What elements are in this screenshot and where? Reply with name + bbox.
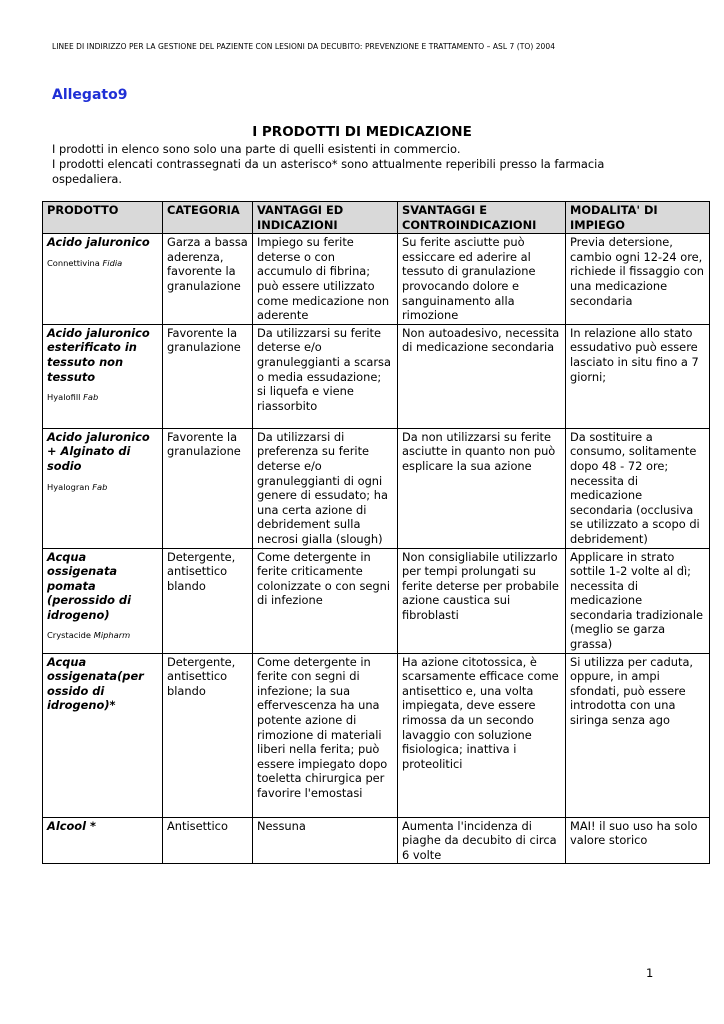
manufacturer-name: Mipharm (93, 630, 131, 641)
product-name: Acqua ossigenata(per ossido di idrogeno)* (47, 654, 144, 713)
table-row (43, 817, 710, 864)
disadvantages-cell: Non consigliabile utilizzarlo per tempi prolungati su ferite deterse per probabile azione caustica sui fibroblasti (398, 548, 566, 653)
product-brand (47, 392, 158, 403)
product-brand (47, 258, 158, 269)
intro-paragraph-1: I prodotti in elenco sono solo una parte di quelli esistenti in commercio. (52, 142, 461, 156)
category-cell: Antisettico (163, 817, 253, 864)
running-header: LINEE DI INDIRIZZO PER LA GESTIONE DEL PAZIENTE CON LESIONI DA DECUBITO: PREVENZIONE E TRATTAMENTO – ASL 7 (TO) 2004 (52, 42, 556, 51)
header-advantages: VANTAGGI ED INDICAZIONI (253, 202, 398, 234)
manufacturer-name: Fab (92, 481, 108, 492)
intro-text (52, 142, 672, 187)
advantages-cell: Impiego su ferite deterse o con accumulo di fibrina; può essere utilizzato come medicazione non aderente (253, 234, 398, 325)
disadvantages-cell: Ha azione citotossica, è scarsamente efficace come antisettico e, una volta impiegata, deve essere rimossa da un secondo lavaggio con soluzione fisiologica; inattiva i proteolitici (398, 653, 566, 817)
product-brand (47, 630, 158, 641)
table-row (43, 548, 710, 653)
product-brand (47, 482, 158, 493)
table-row (43, 653, 710, 817)
advantages-cell: Come detergente in ferite con segni di infezione; la sua effervescenza ha una potente azione di rimozione di materiali liberi nella ferita; può essere impiegato dopo toeletta chirurgica per favorire l'emostasi (253, 653, 398, 817)
product-cell (43, 324, 163, 428)
disadvantages-cell: Non autoadesivo, necessita di medicazione secondaria (398, 324, 566, 428)
table-row (43, 428, 710, 548)
brand-name: Connettivina (47, 257, 100, 268)
category-cell: Detergente, antisettico blando (163, 548, 253, 653)
advantages-cell: Nessuna (253, 817, 398, 864)
disadvantages-cell: Da non utilizzarsi su ferite asciutte in quanto non può esplicare la sua azione (398, 428, 566, 548)
product-cell (43, 548, 163, 653)
intro-paragraph-2: I prodotti elencati contrassegnati da un asterisco* sono attualmente reperibili presso la farmacia ospedaliera. (52, 157, 605, 186)
product-name: Acqua ossigenata pomata (perossido di idrogeno) (47, 549, 131, 622)
usage-cell: Da sostituire a consumo, solitamente dopo 48 - 72 ore; necessita di medicazione secondaria (occlusiva se utilizzato a scopo di debridement) (566, 428, 710, 548)
category-cell: Garza a bassa aderenza, favorente la granulazione (163, 234, 253, 325)
brand-name: Crystacide (47, 630, 92, 641)
header-product: PRODOTTO (43, 202, 163, 234)
advantages-cell: Da utilizzarsi su ferite deterse e/o granuleggianti a scarsa o media essudazione; si liquefa e viene riassorbito (253, 324, 398, 428)
document-title (0, 124, 724, 140)
table-header-row (43, 202, 710, 234)
product-cell (43, 234, 163, 325)
advantages-cell: Da utilizzarsi di preferenza su ferite deterse e/o granuleggianti di ogni genere di essudato; ha una certa azione di debridement sulla necrosi gialla (slough) (253, 428, 398, 548)
product-name: Acido jaluronico (47, 235, 150, 250)
product-name: Acido jaluronico esterificato in tessuto non tessuto (47, 325, 150, 384)
category-cell: Detergente, antisettico blando (163, 653, 253, 817)
page-number: 1 (646, 966, 654, 980)
manufacturer-name: Fab (83, 392, 99, 403)
product-name: Acido jaluronico + Alginato di sodio (47, 429, 150, 473)
brand-name: Hyalogran (47, 481, 90, 492)
usage-cell: MAI! il suo uso ha solo valore storico (566, 817, 710, 864)
product-cell (43, 428, 163, 548)
product-name: Alcool * (47, 818, 96, 833)
category-cell: Favorente la granulazione (163, 324, 253, 428)
table-row (43, 234, 710, 325)
usage-cell: Si utilizza per caduta, oppure, in ampi sfondati, può essere introdotta con una siringa senza ago (566, 653, 710, 817)
product-cell (43, 817, 163, 864)
header-usage: MODALITA' DI IMPIEGO (566, 202, 710, 234)
header-category: CATEGORIA (163, 202, 253, 234)
disadvantages-cell: Su ferite asciutte può essiccare ed aderire al tessuto di granulazione provocando dolore e sanguinamento alla rimozione (398, 234, 566, 325)
advantages-cell: Come detergente in ferite criticamente colonizzate o con segni di infezione (253, 548, 398, 653)
usage-cell: Previa detersione, cambio ogni 12-24 ore, richiede il fissaggio con una medicazione secondaria (566, 234, 710, 325)
allegato-heading: Allegato9 (52, 87, 128, 103)
usage-cell: Applicare in strato sottile 1-2 volte al dì; necessita di medicazione secondaria tradizionale (meglio se garza grassa) (566, 548, 710, 653)
usage-cell: In relazione allo stato essudativo può essere lasciato in situ fino a 7 giorni; (566, 324, 710, 428)
disadvantages-cell: Aumenta l'incidenza di piaghe da decubito di circa 6 volte (398, 817, 566, 864)
table-row (43, 324, 710, 428)
product-cell (43, 653, 163, 817)
category-cell: Favorente la granulazione (163, 428, 253, 548)
header-disadvantages: SVANTAGGI E CONTROINDICAZIONI (398, 202, 566, 234)
manufacturer-name: Fidia (102, 257, 123, 268)
products-table (42, 201, 710, 864)
brand-name: Hyalofill (47, 392, 81, 403)
document-title-text: I PRODOTTI DI MEDICAZIONE (252, 124, 472, 140)
